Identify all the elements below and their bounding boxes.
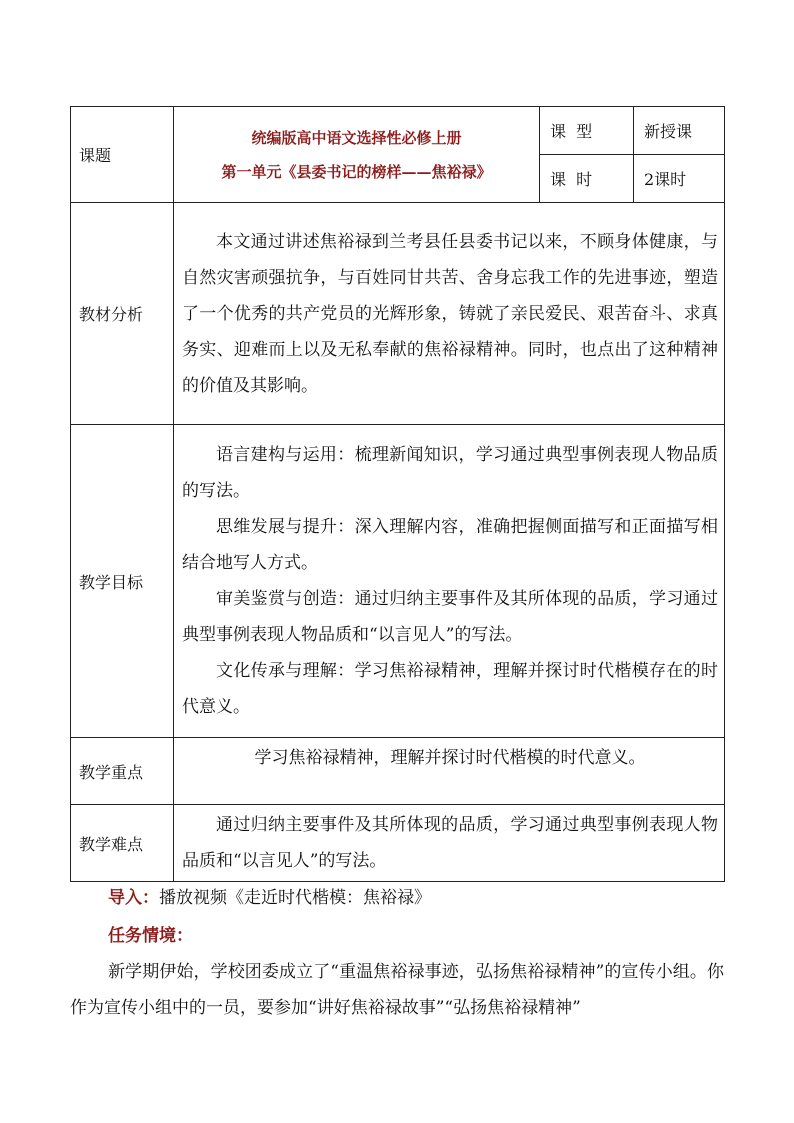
hours-label: 课 时 <box>550 170 593 189</box>
intro-label: 导入： <box>108 888 159 908</box>
goal-item-culture: 文化传承与理解：学习焦裕禄精神，理解并探讨时代楷模存在的时代意义。 <box>182 661 718 717</box>
goal-item-thinking: 思维发展与提升：深入理解内容，准确把握侧面描写和正面描写相结合地写人方式。 <box>182 517 718 573</box>
difficulty-label: 教学难点 <box>79 834 144 854</box>
key-text: 学习焦裕禄精神，理解并探讨时代楷模的时代意义。 <box>254 748 646 768</box>
intro-text: 播放视频《走近时代楷模：焦裕禄》 <box>159 888 431 908</box>
task-paragraph <box>70 954 724 1026</box>
type-value-cell <box>634 107 725 155</box>
difficulty-text: 通过归纳主要事件及其所体现的品质，学习通过典型事例表现人物品质和“以言见人”的写法。 <box>182 815 718 871</box>
difficulty-text-cell <box>174 805 725 882</box>
goal-item-language: 语言建构与运用：梳理新闻知识，学习通过典型事例表现人物品质的写法。 <box>182 445 718 501</box>
goals-cell <box>174 425 725 738</box>
type-label-cell <box>540 107 634 155</box>
topic-title-line2: 第一单元《县委书记的榜样——焦裕禄》 <box>221 162 492 181</box>
analysis-text-cell <box>174 203 725 425</box>
type-label: 课 型 <box>550 122 593 141</box>
analysis-label: 教材分析 <box>79 305 144 324</box>
analysis-text: 本文通过讲述焦裕禄到兰考县任县委书记以来，不顾身体健康，与自然灾害顽强抗争，与百姓同甘共苦、舍身忘我工作的先进事迹，塑造了一个优秀的共产党员的光辉形象，铸就了亲民爱民、艰苦奋斗、求真务实、迎难而上以及无私奉献的焦裕禄精神。同时，也点出了这种精神的价值及其影响。 <box>182 231 718 396</box>
key-label: 教学重点 <box>79 762 144 782</box>
goal-item-aesthetic: 审美鉴赏与创造：通过归纳主要事件及其所体现的品质，学习通过典型事例表现人物品质和“以言见人”的写法。 <box>182 589 718 645</box>
hours-label-cell <box>540 155 634 203</box>
task-text: 新学期伊始，学校团委成立了“重温焦裕禄事迹，弘扬焦裕禄精神”的宣传小组。你作为宣传小组中的一员，要参加“讲好焦裕禄故事”“弘扬焦裕禄精神” <box>70 962 724 1018</box>
task-heading <box>70 918 724 954</box>
intro-paragraph <box>70 880 724 916</box>
hours-value: 2课时 <box>644 170 687 189</box>
topic-title-cell <box>174 107 540 203</box>
analysis-label-cell <box>71 203 174 425</box>
topic-label: 课题 <box>79 146 112 165</box>
goals-label-cell <box>71 425 174 738</box>
topic-title-line1: 统编版高中语文选择性必修上册 <box>251 128 462 147</box>
lesson-plan-table <box>70 106 725 882</box>
topic-label-cell <box>71 107 174 203</box>
hours-value-cell <box>634 155 725 203</box>
type-value: 新授课 <box>644 122 693 141</box>
key-text-cell <box>174 738 725 805</box>
key-label-cell <box>71 738 174 805</box>
difficulty-label-cell <box>71 805 174 882</box>
goals-label: 教学目标 <box>79 572 144 592</box>
task-label: 任务情境： <box>108 926 193 946</box>
